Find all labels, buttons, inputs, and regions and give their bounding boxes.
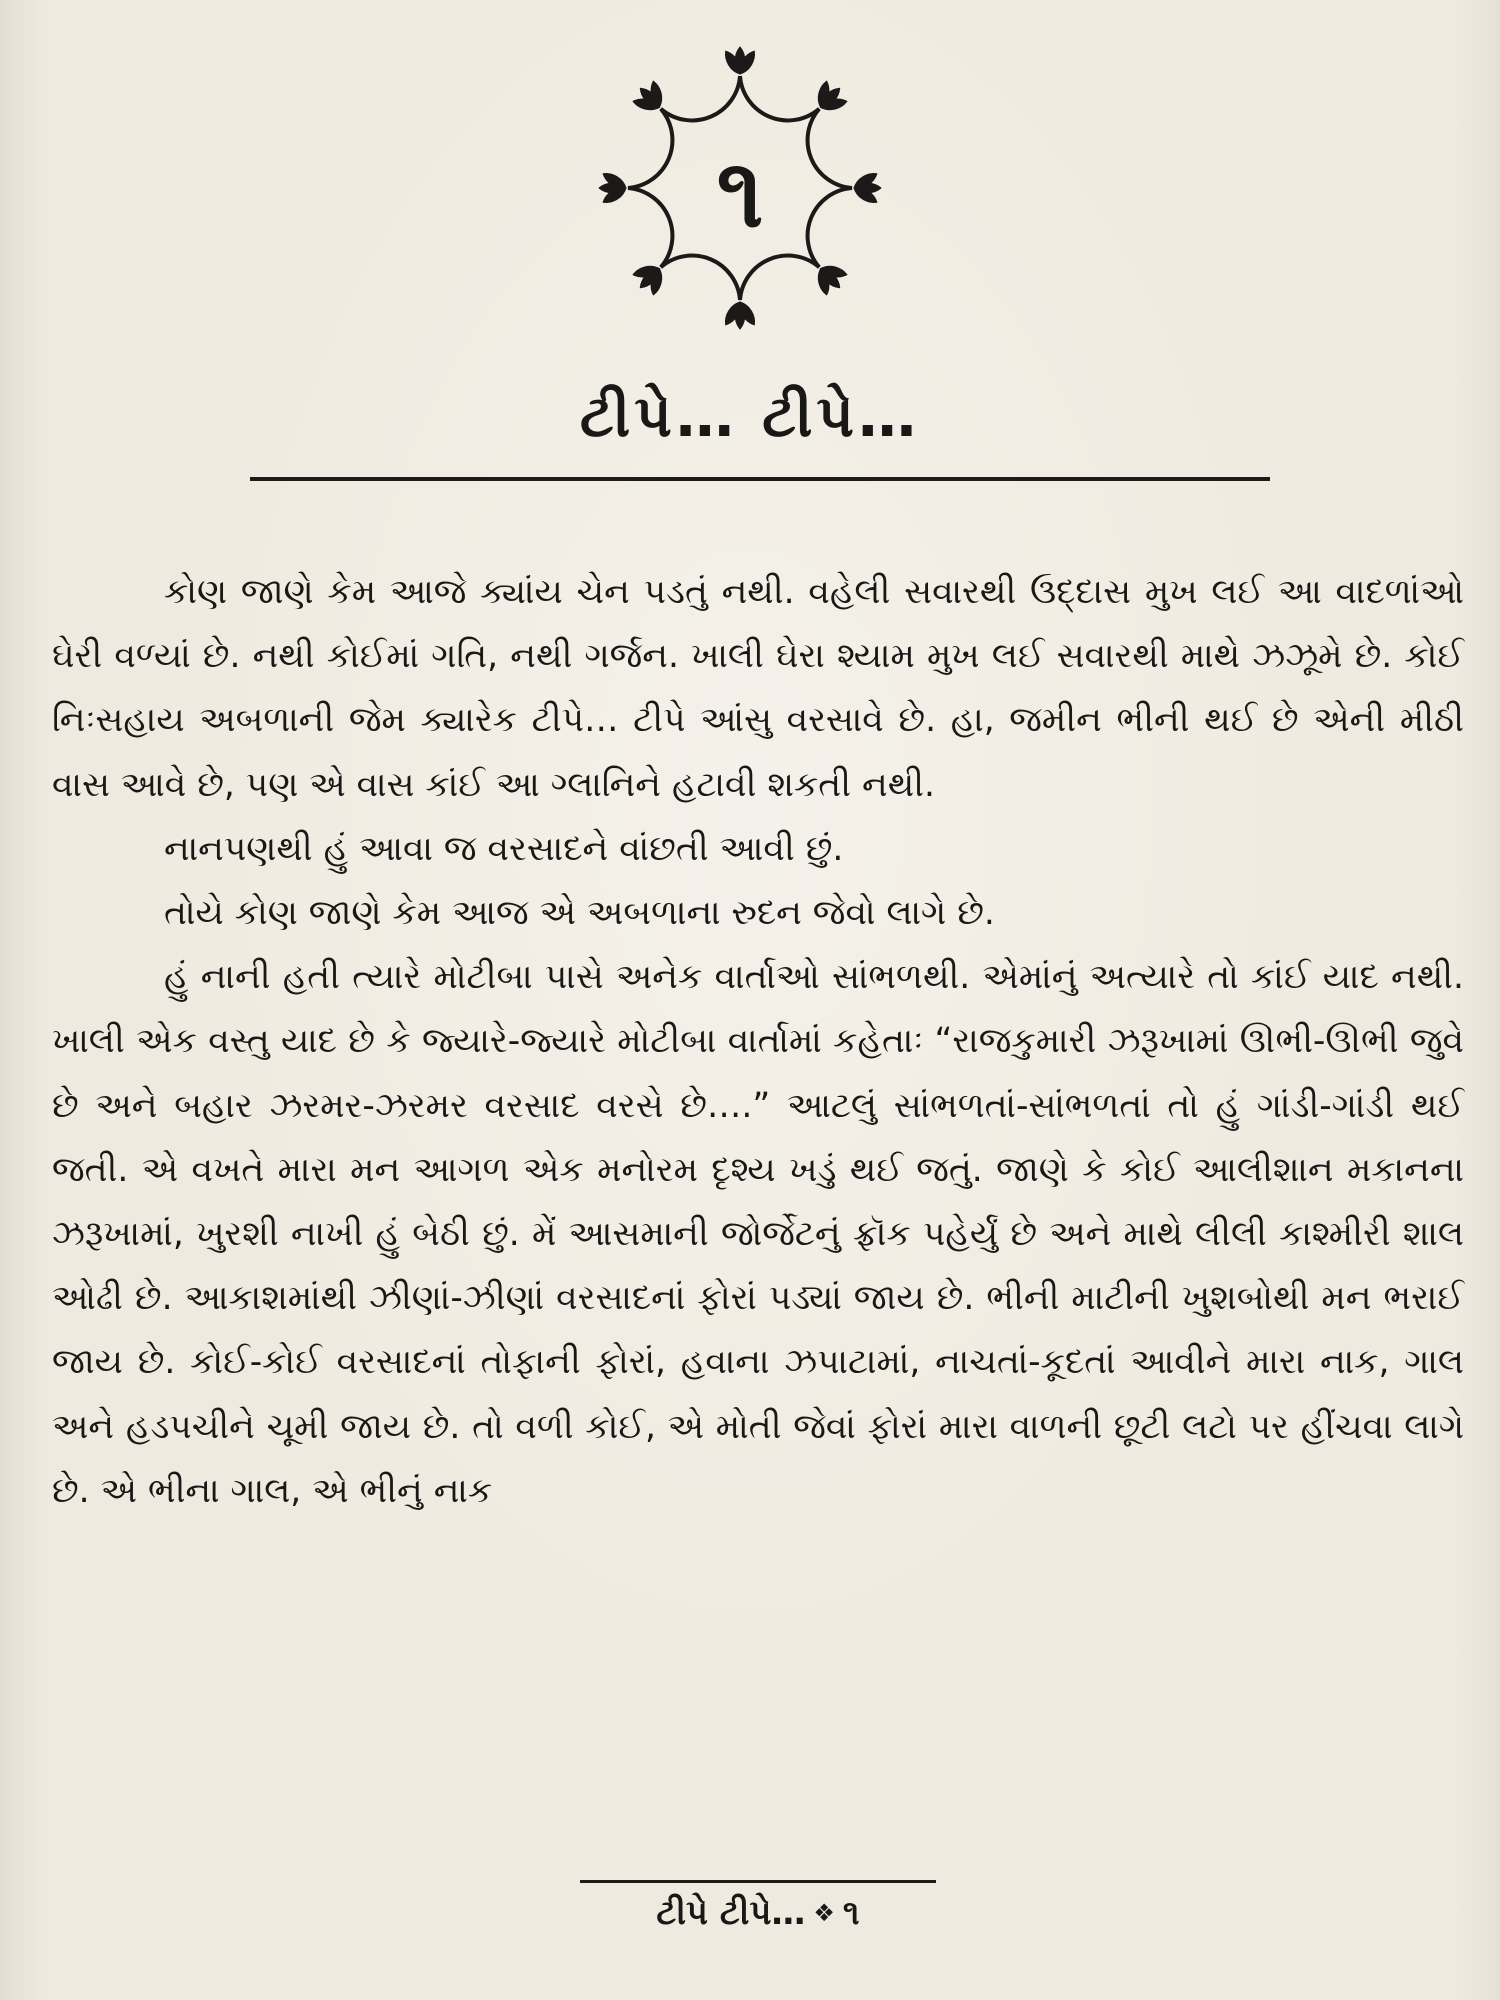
chapter-title: ટીપે… ટીપે… [579,382,921,450]
chapter-body [52,560,1464,1523]
page-footer [580,1893,936,1933]
diamond-separator-icon: ❖ [813,1899,835,1927]
paragraph: તોયે કોણ જાણે કેમ આજ એ અબળાના રુદન જેવો લાગે છે. [164,893,995,934]
paragraph: હું નાની હતી ત્યારે મોટીબા પાસે અનેક વાર્તાઓ સાંભળથી. એમાંનું અત્યારે તો કાંઈ યાદ નથી. ખાલી એક વસ્તુ યાદ છે કે જ્યારે-જ્યારે મોટીબા વાર્તામાં કહેતાઃ “રાજકુમારી ઝરૂખામાં ઊભી-ઊભી જુવે છે અને બહાર ઝરમર-ઝરમર વરસાદ વરસે છે….” આટલું સાંભળતાં-સાંભળતાં તો હું ગાંડી-ગાંડી થઈ જતી. એ વખતે મારા મન આગળ એક મનોરમ દૃશ્ય ખડું થઈ જતું. જાણે કે કોઈ આલીશાન મકાનના ઝરૂખામાં, ખુરશી નાખી હું બેઠી છું. મેં આસમાની જોર્જેટનું ફ્રૉક પહેર્યું છે અને માથે લીલી કાશ્મીરી શાલ ઓઢી છે. આકાશમાંથી ઝીણાં-ઝીણાં વરસાદનાં ફોરાં પડ્યાં જાય છે. ભીની માટીની ખુશબોથી મન ભરાઈ જાય છે. કોઈ-કોઈ વરસાદનાં તોફાની ફોરાં, હવાના ઝપાટામાં, નાચતાં-કૂદતાં આવીને મારા નાક, ગાલ અને હડપચીને ચૂમી જાય છે. તો વળી કોઈ, એ મોતી જેવાં ફોરાં મારા વાળની છૂટી લટો પર હીંચવા લાગે છે. એ ભીના ગાલ, એ ભીનું નાક [52,957,1464,1511]
paragraph: નાનપણથી હું આવા જ વરસાદને વાંછતી આવી છું. [164,828,844,869]
page-number: ૧ [842,1893,860,1933]
chapter-number: ૧ [716,137,764,249]
title-divider [250,477,1270,481]
paragraph: કોણ જાણે કેમ આજે ક્યાંય ચેન પડતું નથી. વહેલી સવારથી ઉદ્દાસ મુખ લઈ આ વાદળાંઓ ઘેરી વળ્યાં છે. નથી કોઈમાં ગતિ, નથી ગર્જન. ખાલી ઘેરા શ્યામ મુખ લઈ સવારથી માથે ઝઝૂમે છે. કોઈ નિઃસહાય અબળાની જેમ ક્યારેક ટીપે… ટીપે આંસુ વરસાવે છે. હા, જમીન ભીની થઈ છે એની મીઠી વાસ આવે છે, પણ એ વાસ કાંઈ આ ગ્લાનિને હટાવી શકતી નથી. [52,572,1464,805]
running-title: ટીપે ટીપે… [656,1893,806,1933]
footer-divider [580,1880,936,1883]
